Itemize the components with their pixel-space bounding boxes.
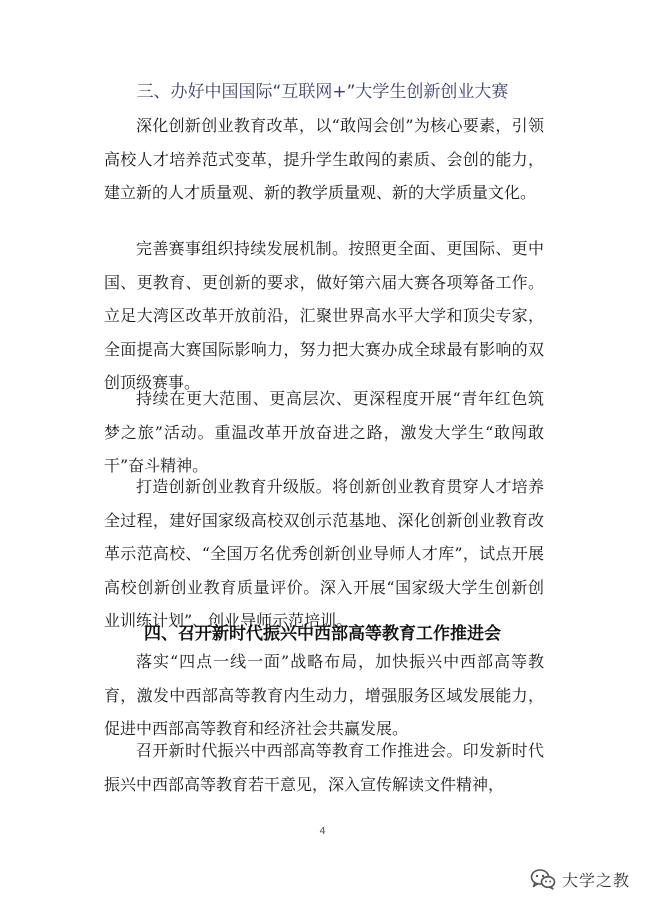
- paragraph-3: 持续在更大范围、更高层次、更深程度开展“青年红色筑梦之旅”活动。重温改革开放奋进之路，激发大学生“敢闯敢干”奋斗精神。: [104, 389, 544, 475]
- wechat-watermark: [530, 866, 630, 892]
- paragraph-1: 深化创新创业教育改革，以“敢闯会创”为核心要素，引领高校人才培养范式变革，提升学生敢闯的素质、会创的能力，建立新的人才质量观、新的教学质量观、新的大学质量文化。: [104, 116, 544, 202]
- section-heading-4: 四、召开新时代振兴中西部高等教育工作推进会: [144, 624, 501, 644]
- wechat-icon: [530, 868, 556, 890]
- paragraph-5: 落实“四点一线一面”战略布局，加快振兴中西部高等教育，激发中西部高等教育内生动力，增强服务区域发展能力，促进中西部高等教育和经济社会共赢发展。: [104, 652, 544, 738]
- section-heading-3: 三、办好中国国际“互联网+”大学生创新创业大赛: [136, 82, 509, 102]
- paragraph-2: 完善赛事组织持续发展机制。按照更全面、更国际、更中国、更教育、更创新的要求，做好第六届大赛各项筹备工作。立足大湾区改革开放前沿，汇聚世界高水平大学和顶尖专家，全面提高大赛国际影响力，努力把大赛办成全球最有影响的双创顶级赛事。: [104, 239, 544, 392]
- paragraph-6: 召开新时代振兴中西部高等教育工作推进会。印发新时代振兴中西部高等教育若干意见，深入宣传解读文件精神，: [104, 741, 544, 794]
- page-number: 4: [319, 826, 326, 837]
- paragraph-4: 打造创新创业教育升级版。将创新创业教育贯穿人才培养全过程，建好国家级高校双创示范基地、深化创新创业教育改革示范高校、“全国万名优秀创新创业导师人才库”，试点开展高校创新创业教育质量评价。深入开展“国家级大学生创新创业训练计划”、创业导师示范培训。: [104, 477, 544, 630]
- watermark-text: 大学之教: [562, 870, 631, 890]
